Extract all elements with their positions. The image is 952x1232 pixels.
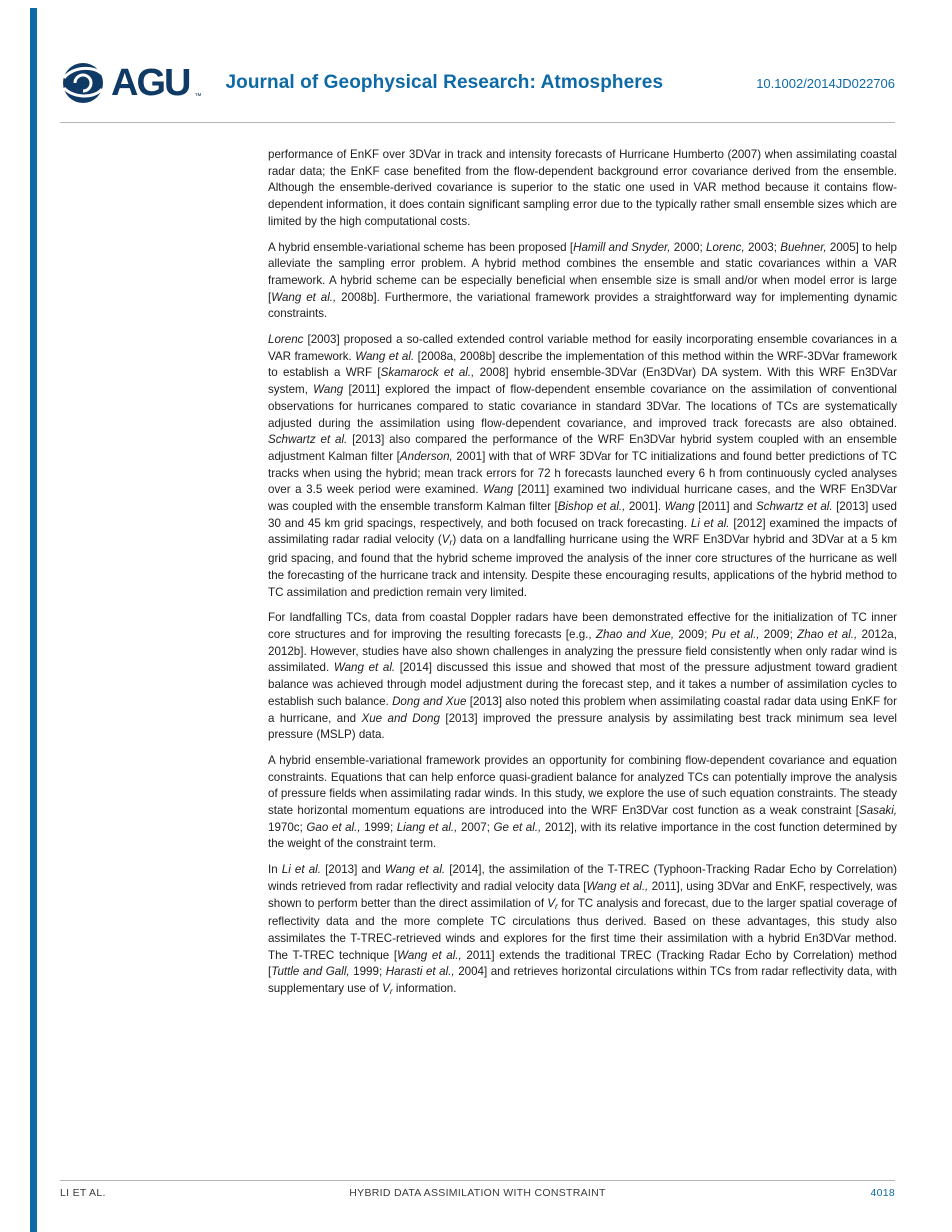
citation-text: Harasti et al., [385, 965, 455, 979]
citation-text: Wang [483, 483, 514, 497]
body-text: 2012a, 2012b]. However, studies have also shown challenges in analyzing the pressure field consistently when only radar wind is assimilated. [268, 627, 897, 675]
left-accent-bar [30, 8, 37, 1232]
citation-text: Wang et al. [384, 863, 446, 877]
citation-text: Schwartz et al. [268, 433, 348, 447]
body-text: 2009; [759, 627, 798, 641]
citation-text: Wang et al., [586, 879, 649, 893]
page-header [62, 52, 895, 114]
body-text: 2004] and retrieves horizontal circulations within TCs from radar reflectivity data, with supplementary use of [268, 965, 897, 996]
citation-text: V [547, 896, 556, 910]
body-text: 2011] extends the traditional TREC (Tracking Radar Echo by Correlation) method [ [268, 948, 897, 979]
body-text: In [268, 863, 282, 877]
paragraph [268, 240, 897, 324]
citation-text: Li et al. [281, 863, 321, 877]
citation-text: Pu et al., [711, 627, 760, 641]
body-text: 2009; [674, 627, 712, 641]
citation-text: Hamill and Snyder, [573, 240, 671, 254]
body-text: A hybrid ensemble-variational framework provides an opportunity for combining flow-dependent covariance and equation constraints. Equations that can help enforce quasi-gradient balance for analyzed TCs can potentially improve the analysis of pressure fields when assimilating radar winds. In this study, we explore the use of such equation constraints. The steady state horizontal momentum equations are introduced into the WRF En3DVar cost function as a weak constraint [ [268, 753, 897, 818]
body-text: [2003] proposed a so-called extended control variable method for easily incorporating ensemble covariances in a VAR framework. [268, 333, 897, 363]
citation-text: Wang et al., [397, 948, 462, 962]
citation-text: r [389, 986, 393, 997]
citation-text: Buehner, [780, 240, 827, 254]
citation-text: Bishop et al., [557, 500, 626, 514]
agu-logo [62, 62, 201, 104]
citation-text: Zhao and Xue, [595, 627, 675, 641]
body-text: 1999; [360, 820, 397, 834]
citation-text: Wang et al. [355, 349, 415, 363]
citation-text: Liang et al., [396, 820, 458, 834]
citation-text: Lorenc [268, 333, 304, 347]
body-text: information. [392, 982, 457, 996]
footer-divider [60, 1180, 895, 1181]
body-text: [2013] improved the pressure analysis by assimilating best track minimum sea level pressure (MSLP) data. [268, 711, 897, 742]
body-text: [2013] and [320, 863, 385, 877]
citation-text: Wang et al., [271, 290, 337, 304]
citation-text: Skamarock et al., [380, 366, 475, 380]
body-text: 2008b]. Furthermore, the variational framework provides a straightforward way for implementing dynamic constraints. [268, 290, 897, 321]
agu-globe-icon [62, 62, 104, 104]
citation-text: Dong and Xue [392, 694, 467, 708]
doi-link[interactable]: 10.1002/2014JD022706 [756, 75, 895, 91]
footer-page-number: 4018 [870, 1187, 895, 1199]
body-text: [2011] examined two individual hurricane cases, and the WRF En3DVar was coupled with the ensemble transform Kalman filter [ [268, 483, 897, 514]
body-text: 2000; [670, 240, 707, 254]
body-text: for TC analysis and forecast, due to the larger spatial coverage of reflectivity data and the more complete TC circulations thus derived. Based on these advantages, this study also assimilates the T-TREC-retrieved winds and explores for the first time their assimilation with a hybrid En3DVar method. The T-TREC technique [ [268, 896, 897, 962]
body-text: 2001] with that of WRF 3DVar for TC initializations and found better predictions of TC tracks when using the hybrid; mean track errors for 72 h forecasts launched every 6 h from continuously cycled analyses over a 3.5 week period were examined. [268, 449, 897, 497]
body-text: 1999; [349, 965, 386, 979]
citation-text: Wang [313, 383, 344, 397]
body-text: 2011], using 3DVar and EnKF, respectively, was shown to perform better than the direct assimilation of [268, 879, 897, 910]
citation-text: Ge et al., [493, 820, 542, 834]
trademark-symbol: ™ [194, 93, 202, 100]
paragraph [268, 147, 897, 231]
header-divider [60, 122, 895, 123]
paragraph [268, 610, 897, 744]
citation-text: Tuttle and Gall, [271, 965, 350, 979]
paragraph [268, 753, 897, 853]
body-text: [2014], the assimilation of the T-TREC (Typhoon-Tracking Radar Echo by Correlation) winds retrieved from radar reflectivity and radial velocity data [ [268, 863, 897, 893]
body-text: 2008] hybrid ensemble-3DVar (En3DVar) DA system. With this WRF En3DVar system, [268, 366, 897, 397]
body-text: 1970c; [268, 820, 307, 834]
body-text: 2003; [744, 240, 781, 254]
footer-authors: LI ET AL. [60, 1187, 106, 1199]
citation-text: Schwartz et al. [755, 500, 833, 514]
citation-text: Xue and Dong [361, 711, 440, 725]
citation-text: r [449, 537, 453, 548]
citation-text: V [441, 533, 450, 547]
citation-text: Anderson, [399, 449, 453, 463]
citation-text: Sasaki, [858, 804, 897, 818]
footer-running-title: HYBRID DATA ASSIMILATION WITH CONSTRAINT [349, 1187, 606, 1199]
article-body [268, 147, 897, 1009]
body-text: 2007; [457, 820, 494, 834]
body-text: ) data on a landfalling hurricane using the WRF En3DVar hybrid and 3DVar at a 5 km grid spacing, and found that the hybrid scheme improved the analysis of the inner core structures of the hurricane as well the forecasting of the hurricane track and intensity. Despite these encouraging results, applications of the hybrid method to TC assimilation and prediction remain very limited. [268, 533, 897, 599]
page-footer [60, 1187, 895, 1203]
citation-text: Wang et al. [333, 661, 396, 675]
paragraph [268, 332, 897, 601]
body-text: [2013] also noted this problem when assimilating coastal radar data using EnKF for a hurricane, and [268, 694, 897, 725]
body-text: [2011] and [694, 500, 756, 514]
body-text: [2014] discussed this issue and showed that most of the pressure adjustment toward gradient balance was achieved through model adjustment during the forecast step, and it takes a number of assimilation cycles to establish such balance. [268, 661, 897, 708]
body-text: performance of EnKF over 3DVar in track and intensity forecasts of Hurricane Humberto (2007) when assimilating coastal radar data; the EnKF case benefited from the flow-dependent background error covariance derived from the ensemble. Although the ensemble-derived covariance is superior to the static one used in VAR method because it contains flow-dependent information, it does contain significant sampling error due to the typically rather small ensemble sizes which are limited by the high computational costs. [268, 148, 897, 228]
body-text: [2013] used 30 and 45 km grid spacings, respectively, and both focused on track forecasting. [268, 500, 897, 530]
body-text: [2012] examined the impacts of assimilating radar radial velocity ( [268, 516, 897, 547]
citation-text: Wang [664, 500, 695, 514]
body-text: 2005] to help alleviate the sampling error problem. A hybrid method combines the ensemble and static covariances within a VAR framework. A hybrid scheme can be especially beneficial when ensemble size is small and/or when model error is large [ [268, 240, 898, 304]
body-text: 2001]. [625, 500, 665, 514]
body-text: For landfalling TCs, data from coastal Doppler radars have been demonstrated effective for the initialization of TC inner core structures and for improving the resulting forecasts [e.g., [268, 611, 897, 641]
citation-text: r [555, 900, 558, 911]
body-text: A hybrid ensemble-variational scheme has been proposed [ [268, 240, 574, 254]
body-text: [2011] explored the impact of flow-dependent ensemble covariance on the assimilation of conventional observations for hurricanes compared to static covariance in standard 3DVar. The locations of TCs are systematically adjusted during the assimilation using flow-dependent covariance, and improved track forecasts are also obtained. [268, 383, 897, 430]
paragraph [268, 862, 897, 1000]
body-text: [2008a, 2008b] describe the implementation of this method within the WRF-3DVar framework to establish a WRF [ [268, 349, 897, 380]
agu-logo-text: AGU [111, 62, 190, 104]
citation-text: V [382, 982, 390, 996]
body-text: 2012], with its relative importance in the cost function determined by the weight of the constraint term. [268, 820, 897, 851]
body-text: [2013] also compared the performance of the WRF En3DVar hybrid system coupled with an ensemble adjustment Kalman filter [ [268, 433, 897, 463]
citation-text: Lorenc, [706, 240, 745, 254]
citation-text: Li et al. [690, 516, 730, 530]
journal-title: Journal of Geophysical Research: Atmospheres [225, 72, 664, 93]
citation-text: Gao et al., [306, 820, 361, 834]
citation-text: Zhao et al., [797, 627, 858, 641]
